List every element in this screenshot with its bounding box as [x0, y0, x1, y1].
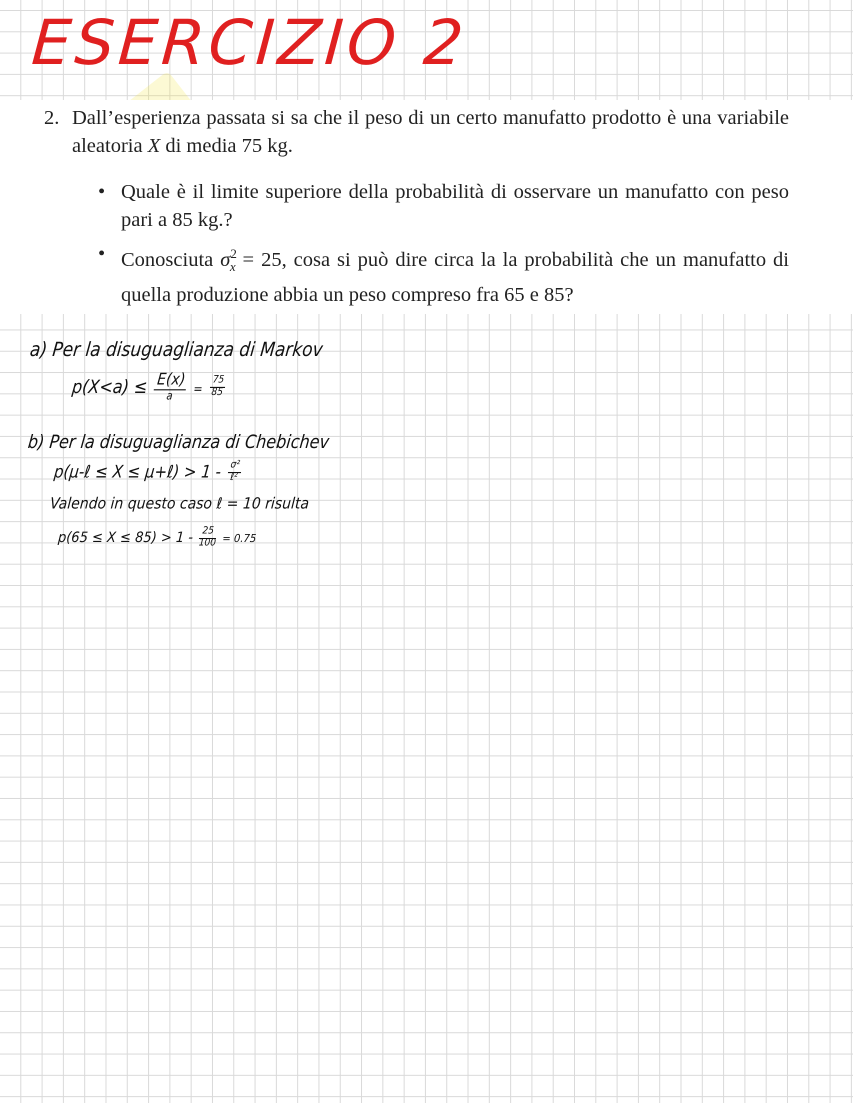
question-list: [44, 178, 789, 309]
page-title: ESERCIZIO 2: [29, 6, 470, 79]
solution-b-result: p(65 ≤ X ≤ 85) > 1 - $\frac{25}{100}$ = 0.75: [57, 525, 257, 549]
solution-a-heading: a) Per la disuguaglianza di Markov: [28, 338, 324, 362]
problem-statement: [44, 104, 789, 315]
solution-b-line3: Valendo in questo caso ℓ = 10 risulta: [49, 495, 310, 513]
problem-number: 2.: [44, 107, 60, 129]
solution-b-heading: b) Per la disuguaglianza di Chebichev: [26, 430, 331, 453]
question-item: • Quale è il limite superiore della probabilità di osservare un manufatto con peso pari a 85 kg.?: [98, 181, 789, 231]
problem-intro: Dall’esperienza passata si sa che il peso di un certo manufatto prodotto è una variabile aleatoria X di media 75 kg.: [72, 107, 789, 157]
solution-b-formula: p(μ-ℓ ≤ X ≤ μ+ℓ) > 1 - $\frac{\text{σ²}}{\text{ℓ²}}$: [52, 459, 241, 484]
question-item: • Conosciuta $\sigma^2_x = 25$, cosa si può dire circa la la probabilità che un manufatto di quella produzione abbia un peso compreso fra 65 e 85?: [98, 243, 790, 306]
solution-a-formula: p(X<a) ≤ $\frac{E(x)}{a}$ = $\frac{75}{85}$: [70, 370, 225, 404]
